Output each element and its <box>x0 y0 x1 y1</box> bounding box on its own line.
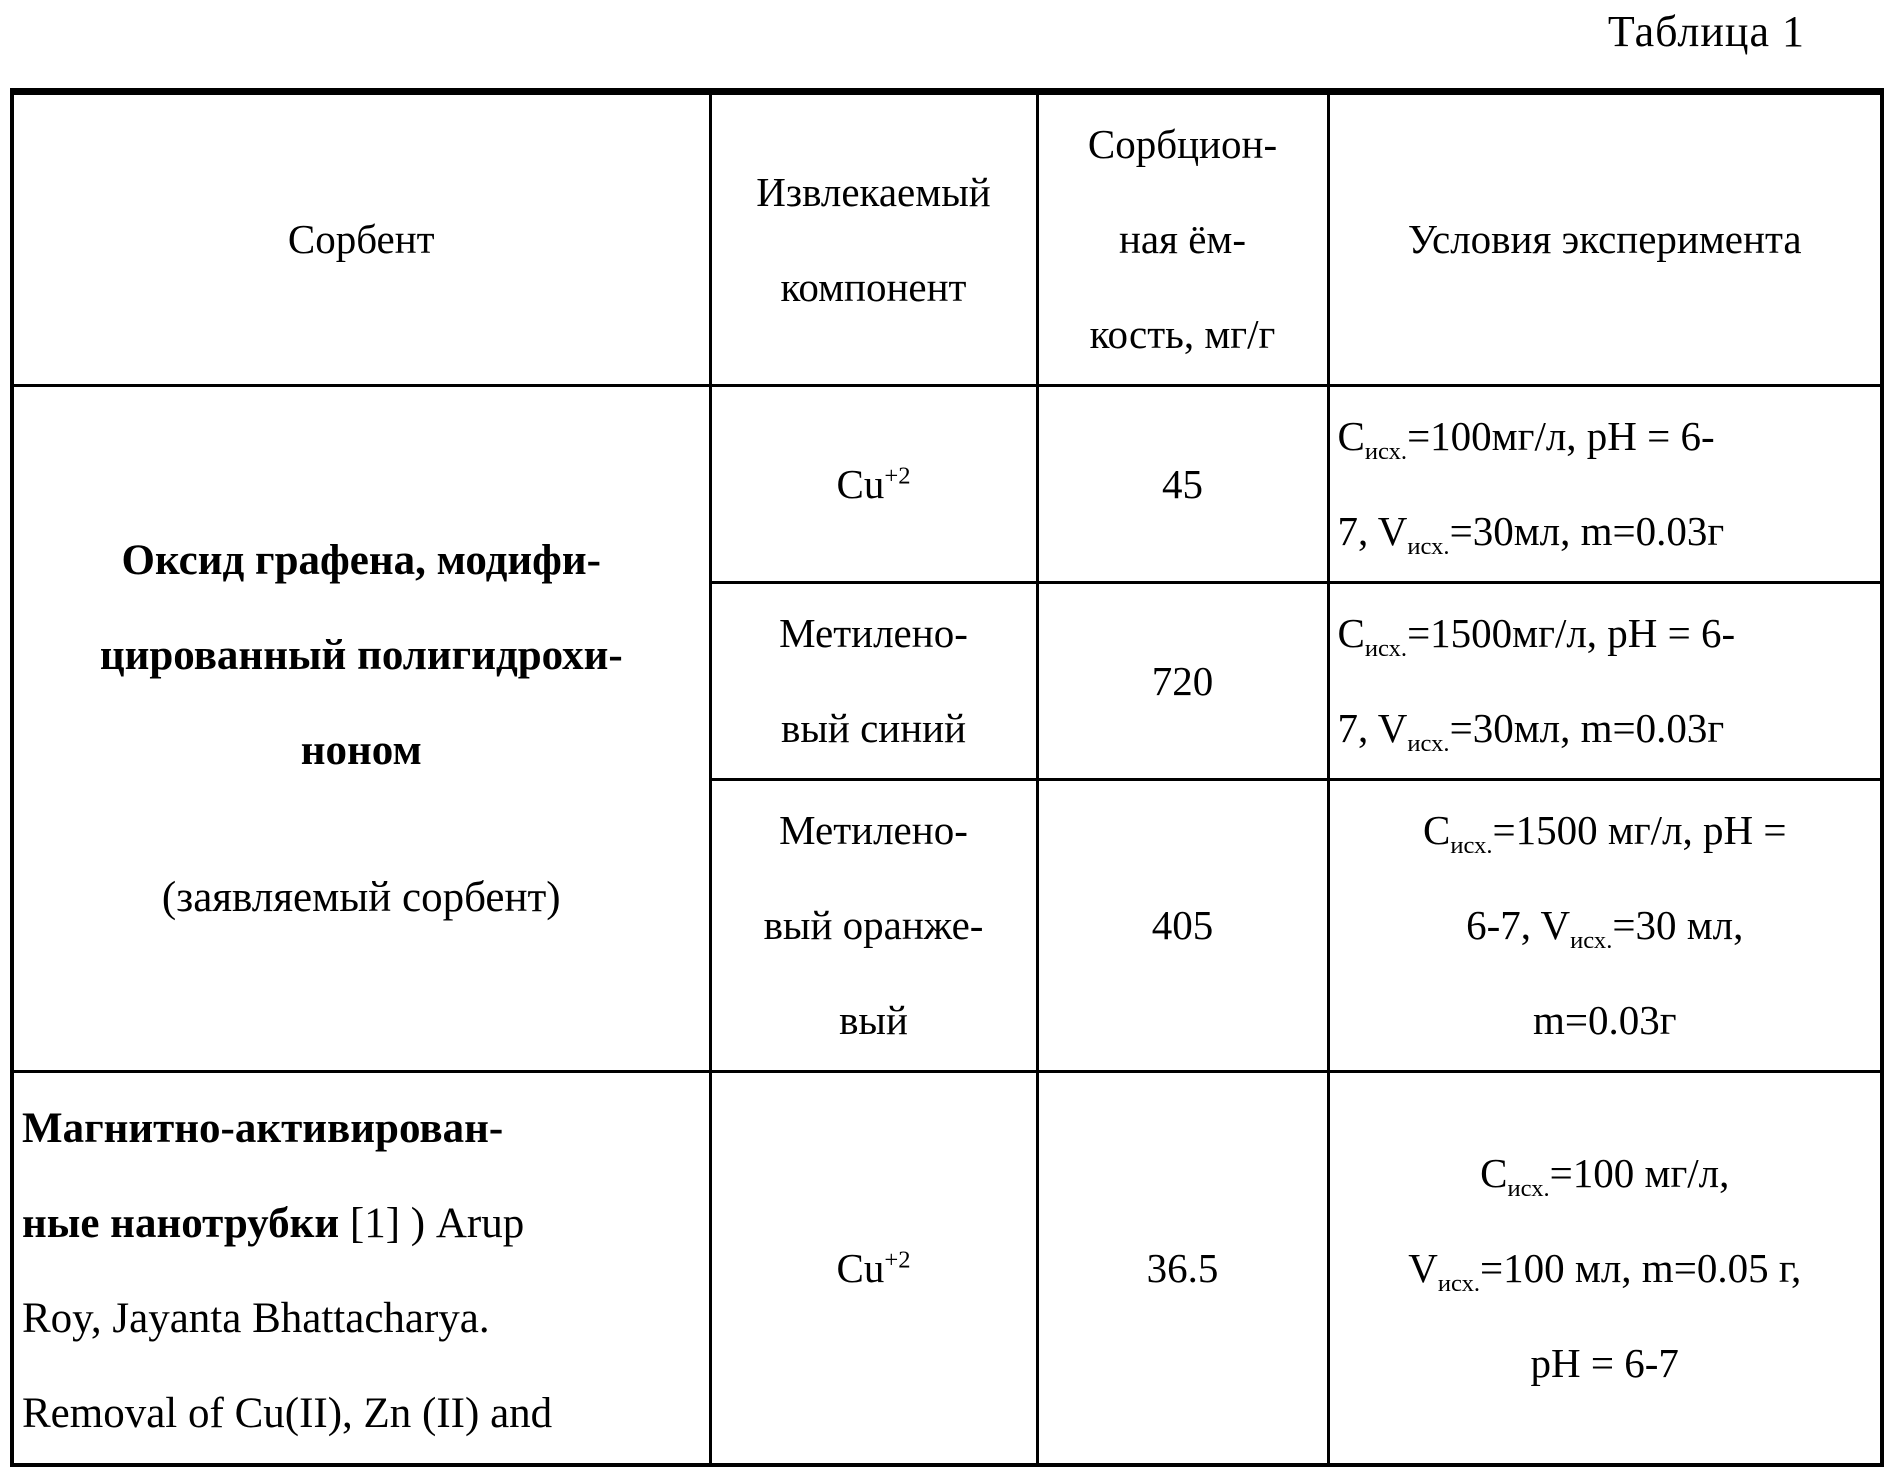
cell-sorbent-magnetic-nanotubes: Магнитно-активирован- ные нанотрубки [1] ) Arup Roy, Jayanta Bhattacharya. Removal of Cu(II), Zn (II) and <box>12 1072 710 1466</box>
cell-component-cu-2: $Cu^{+2}$ <box>710 1072 1037 1466</box>
cell-conditions-4: $C_{исх.}=100$ мг/л, $V_{исх.}=100$ мл, m=0.05 г, pH = 6-7 <box>1328 1072 1882 1466</box>
cell-capacity-405: 405 <box>1037 780 1328 1072</box>
cell-conditions-1: $C_{исх.}=100мг/л$, pH = 6- 7, $V_{исх.}=30мл$, m=0.03г <box>1328 386 1882 583</box>
header-cell-sorbent: Сорбент <box>12 92 710 386</box>
cell-conditions-3: $C_{исх.}=1500$ мг/л, pH = 6-7, $V_{исх.}=30$ мл, m=0.03г <box>1328 780 1882 1072</box>
sorbents-comparison-table <box>10 88 1884 1467</box>
table-row <box>12 1072 1882 1466</box>
cell-capacity-36-5: 36.5 <box>1037 1072 1328 1466</box>
cell-capacity-45: 45 <box>1037 386 1328 583</box>
cell-capacity-720: 720 <box>1037 583 1328 780</box>
cell-component-methyl-orange: Метилено- вый оранже- вый <box>710 780 1037 1072</box>
cell-sorbent-graphene-oxide: Оксид графена, модифи- цированный полигидрохи- ноном (заявляемый сорбент) <box>12 386 710 1072</box>
cell-component-cu-1: $Cu^{+2}$ <box>710 386 1037 583</box>
header-row <box>12 92 1882 386</box>
table-caption: Таблица 1 <box>1607 7 1805 56</box>
cell-conditions-2: $C_{исх.}=1500мг/л$, pH = 6- 7, $V_{исх.}=30мл$, m=0.03г <box>1328 583 1882 780</box>
header-cell-component: Извлекаемый компонент <box>710 92 1037 386</box>
table-row <box>12 386 1882 583</box>
cell-component-methylene-blue: Метилено- вый синий <box>710 583 1037 780</box>
header-cell-capacity: Сорбцион- ная ём- кость, мг/г <box>1037 92 1328 386</box>
header-cell-conditions: Условия эксперимента <box>1328 92 1882 386</box>
